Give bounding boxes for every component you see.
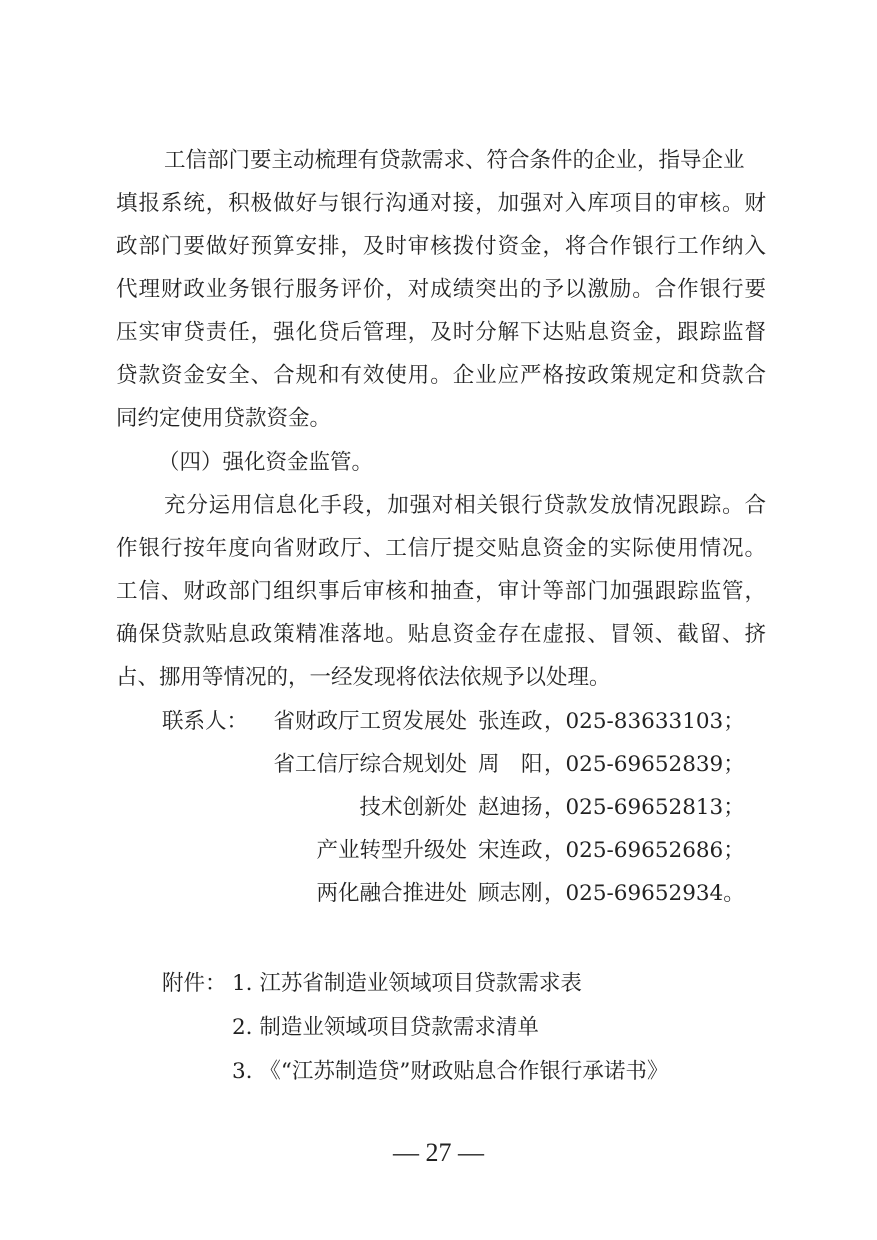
contact-phone: ，025-69652813； — [544, 795, 745, 820]
contact-phone: ，025-69652934。 — [544, 881, 745, 906]
attachment-item: 3. 《“江苏制造贷”财政贴息合作银行承诺书》 — [232, 1059, 669, 1084]
attachments-label: 附件： — [162, 971, 227, 996]
paragraph-line: 占、挪用等情况的，一经发现将依法依规予以处理。 — [116, 665, 611, 690]
attachment-item: 2. 制造业领域项目贷款需求清单 — [232, 1015, 539, 1040]
contact-name: 宋连政 — [478, 838, 543, 863]
paragraph-line: 政部门要做好预算安排，及时审核拨付资金，将合作银行工作纳入 — [116, 234, 766, 259]
paragraph-line: 作银行按年度向省财政厅、工信厅提交贴息资金的实际使用情况。 — [116, 536, 766, 561]
contact-name: 顾志刚 — [478, 881, 543, 906]
contact-dept: 两化融合推进处 — [316, 881, 467, 906]
paragraph-line: 工信、财政部门组织事后审核和抽查，审计等部门加强跟踪监管， — [116, 579, 766, 604]
contact-phone: ，025-69652839； — [544, 752, 745, 777]
contact-name: 张连政 — [478, 709, 543, 734]
contact-phone: ，025-83633103； — [544, 709, 745, 734]
paragraph-line: 压实审贷责任，强化贷后管理，及时分解下达贴息资金，跟踪监督 — [116, 320, 766, 345]
paragraph-line: 代理财政业务银行服务评价，对成绩突出的予以激励。合作银行要 — [116, 277, 766, 302]
paragraph-line: 工信部门要主动梳理有贷款需求、符合条件的企业，指导企业 — [164, 148, 745, 173]
paragraph-line: 填报系统，积极做好与银行沟通对接，加强对入库项目的审核。财 — [116, 191, 766, 216]
paragraph-line: 确保贷款贴息政策精准落地。贴息资金存在虚报、冒领、截留、挤 — [116, 622, 766, 647]
contact-name: 赵迪扬 — [478, 795, 543, 820]
contacts-label: 联系人： — [162, 709, 249, 734]
contact-dept: 产业转型升级处 — [316, 838, 467, 863]
contact-dept: 技术创新处 — [359, 795, 467, 820]
attachment-item: 1. 江苏省制造业领域项目贷款需求表 — [232, 971, 582, 996]
contact-dept: 省工信厅综合规划处 — [273, 752, 467, 777]
contact-name: 周 阳 — [478, 752, 543, 777]
contact-dept: 省财政厅工贸发展处 — [273, 709, 467, 734]
paragraph-line: 充分运用信息化手段，加强对相关银行贷款发放情况跟踪。合 — [164, 493, 766, 518]
contact-phone: ，025-69652686； — [544, 838, 745, 863]
paragraph-line: 同约定使用贷款资金。 — [116, 406, 332, 431]
paragraph-line: 贷款资金安全、合规和有效使用。企业应严格按政策规定和贷款合 — [116, 363, 766, 388]
section-heading: （四）强化资金监管。 — [158, 450, 374, 475]
page-number: — 27 — — [393, 1138, 484, 1167]
